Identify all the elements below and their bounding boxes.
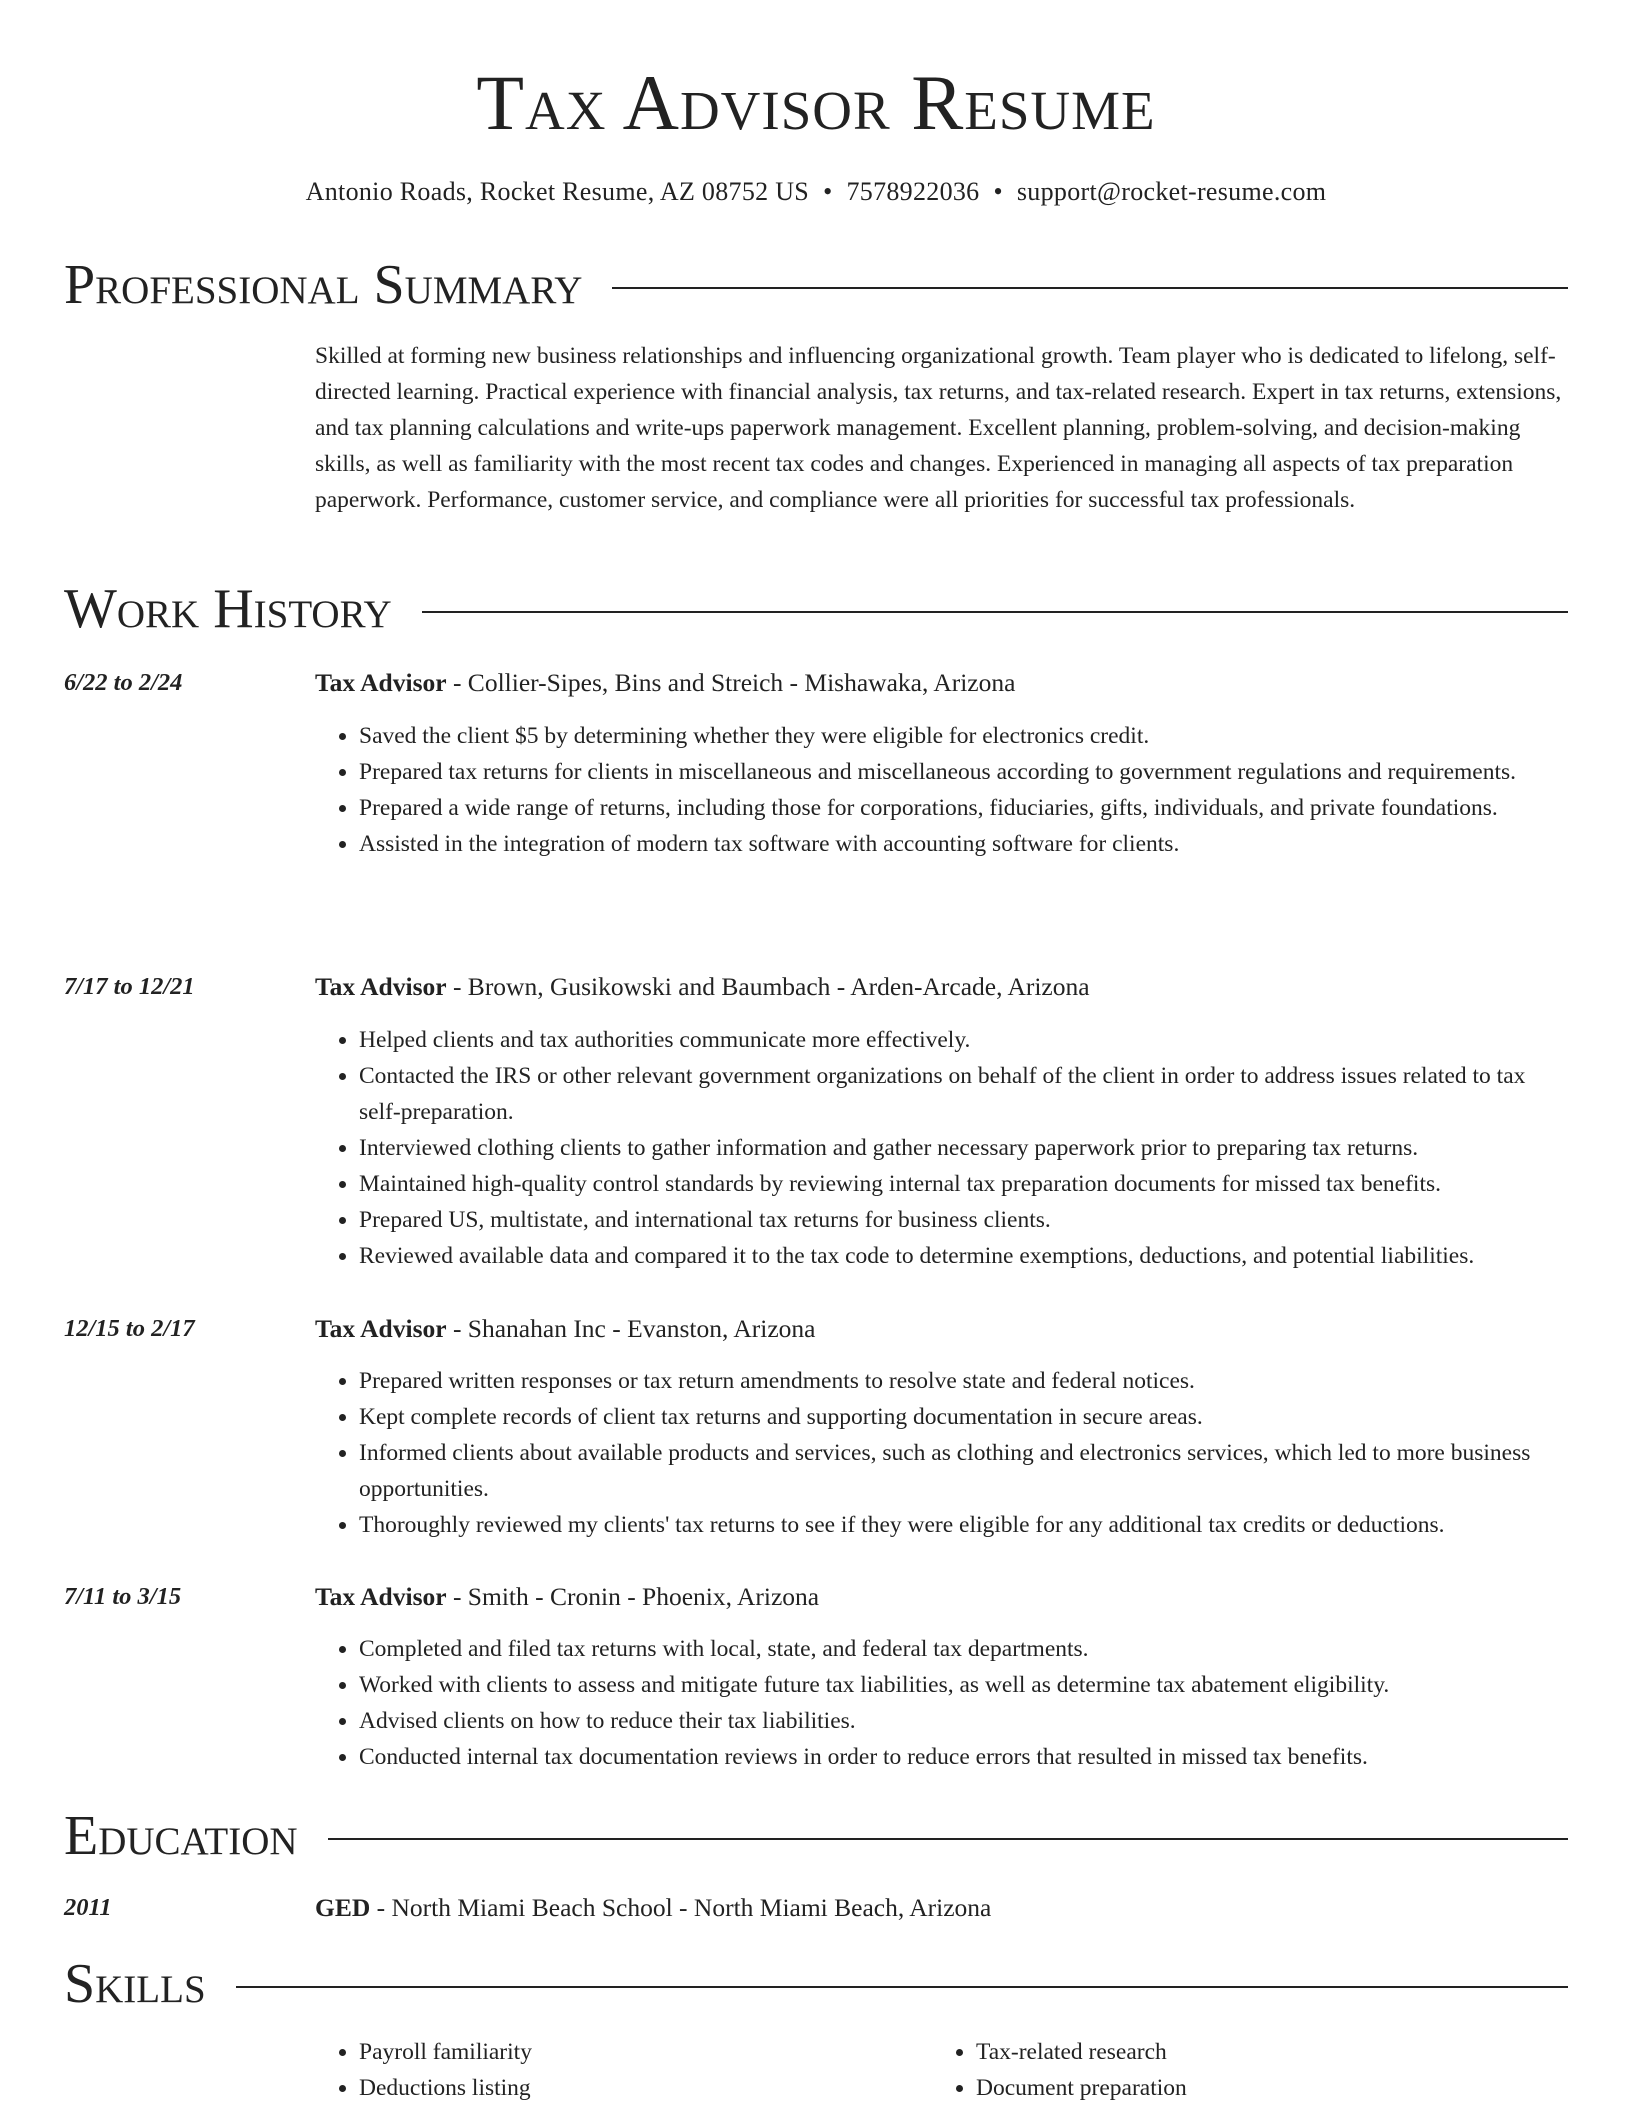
contact-address: Antonio Roads, Rocket Resume, AZ 08752 US [305, 177, 810, 206]
job-company: - Shanahan Inc - Evanston, Arizona [446, 1314, 816, 1343]
job-header [315, 969, 1090, 1005]
job-bullets [315, 1631, 1570, 1775]
job-bullet: • Informed clients about available products and services, such as clothing and electronics services, which led to more business opportunities. [359, 1435, 1570, 1507]
education-header [315, 1890, 991, 1926]
skill-item: • Deductions listing [359, 2070, 932, 2106]
job-bullet: • Maintained high-quality control standards by reviewing internal tax preparation documents for missed tax benefits. [359, 1166, 1570, 1202]
section-summary-header [64, 250, 1568, 320]
job-role: Tax Advisor [315, 668, 447, 697]
job-bullets [315, 1022, 1570, 1274]
summary-text: Skilled at forming new business relationships and influencing organizational growth. Team player who is dedicated to lifelong, self-directed learning. Practical experience with financial analysis, tax returns, and tax-related research. Expert in tax returns, extensions, and tax planning calculations and write-ups paperwork management. Excellent planning, problem-solving, and decision-making skills, as well as familiarity with the most recent tax codes and changes. Experienced in managing all aspects of tax preparation paperwork. Performance, customer service, and compliance were all priorities for successful tax professionals. [315, 343, 1562, 513]
contact-separator: • [823, 177, 833, 206]
job-header [315, 1579, 819, 1615]
section-work-header [64, 574, 1568, 644]
section-rule [328, 1838, 1568, 1840]
job-header [315, 665, 1015, 701]
job-bullet: • Contacted the IRS or other relevant government organizations on behalf of the client in order to address issues related to tax self-preparation. [359, 1058, 1570, 1130]
job-bullet: • Assisted in the integration of modern tax software with accounting software for clients. [359, 826, 1570, 862]
job-bullet: • Thoroughly reviewed my clients' tax returns to see if they were eligible for any additional tax credits or deductions. [359, 1507, 1570, 1543]
education-school: - North Miami Beach School - North Miami Beach, Arizona [370, 1893, 992, 1922]
education-degree: GED [315, 1893, 371, 1922]
job-company: - Brown, Gusikowski and Baumbach - Arden-Arcade, Arizona [446, 972, 1090, 1001]
resume-title: Tax Advisor Resume [476, 59, 1156, 146]
job-company: - Smith - Cronin - Phoenix, Arizona [446, 1582, 820, 1611]
job-role: Tax Advisor [315, 1314, 447, 1343]
job-company: - Collier-Sipes, Bins and Streich - Mishawaka, Arizona [446, 668, 1016, 697]
job-header [315, 1311, 816, 1347]
job-bullet: • Prepared US, multistate, and international tax returns for business clients. [359, 1202, 1570, 1238]
job-bullet: • Prepared tax returns for clients in miscellaneous and miscellaneous according to government regulations and requirements. [359, 754, 1570, 790]
skill-item: • Document preparation [976, 2070, 1549, 2106]
section-title: Professional Summary [64, 254, 583, 316]
job-bullet: • Prepared a wide range of returns, including those for corporations, fiduciaries, gifts, individuals, and private foundations. [359, 790, 1570, 826]
section-rule [236, 1986, 1568, 1988]
skills-list [315, 2034, 1570, 2106]
job-bullet: • Advised clients on how to reduce their tax liabilities. [359, 1703, 1570, 1739]
job-bullets [315, 1363, 1570, 1543]
job-bullet: • Worked with clients to assess and mitigate future tax liabilities, as well as determine tax abatement eligibility. [359, 1667, 1570, 1703]
job-bullet: • Kept complete records of client tax returns and supporting documentation in secure areas. [359, 1399, 1570, 1435]
contact-phone: 7578922036 [846, 177, 980, 206]
skill-item: • Payroll familiarity [359, 2034, 932, 2070]
section-skills-header [64, 1949, 1568, 2019]
job-dates: 7/17 to 12/21 [64, 973, 195, 1000]
job-dates: 7/11 to 3/15 [64, 1583, 182, 1610]
section-rule [612, 287, 1568, 289]
section-title: Education [64, 1805, 298, 1867]
education-year: 2011 [64, 1894, 112, 1921]
section-rule [422, 611, 1568, 613]
job-bullet: • Conducted internal tax documentation reviews in order to reduce errors that resulted in missed tax benefits. [359, 1739, 1570, 1775]
job-dates: 6/22 to 2/24 [64, 669, 183, 696]
job-bullet: • Interviewed clothing clients to gather information and gather necessary paperwork prior to preparing tax returns. [359, 1130, 1570, 1166]
contact-email: support@rocket-resume.com [1016, 177, 1327, 206]
section-title: Skills [64, 1953, 206, 2015]
job-bullet: • Reviewed available data and compared it to the tax code to determine exemptions, deductions, and potential liabilities. [359, 1238, 1570, 1274]
contact-separator: • [993, 177, 1003, 206]
skill-item: • Tax-related research [976, 2034, 1549, 2070]
section-education-header [64, 1801, 1568, 1871]
section-title: Work History [64, 578, 392, 640]
job-bullet: • Completed and filed tax returns with local, state, and federal tax departments. [359, 1631, 1570, 1667]
job-bullet: • Prepared written responses or tax return amendments to resolve state and federal notices. [359, 1363, 1570, 1399]
skills-column-right [932, 2034, 1549, 2106]
contact-line [0, 176, 1632, 208]
job-role: Tax Advisor [315, 1582, 447, 1611]
skills-column-left [315, 2034, 932, 2106]
job-role: Tax Advisor [315, 972, 447, 1001]
job-bullet: • Helped clients and tax authorities communicate more effectively. [359, 1022, 1570, 1058]
job-dates: 12/15 to 2/17 [64, 1315, 195, 1342]
job-bullets [315, 718, 1570, 862]
job-bullet: • Saved the client $5 by determining whether they were eligible for electronics credit. [359, 718, 1570, 754]
